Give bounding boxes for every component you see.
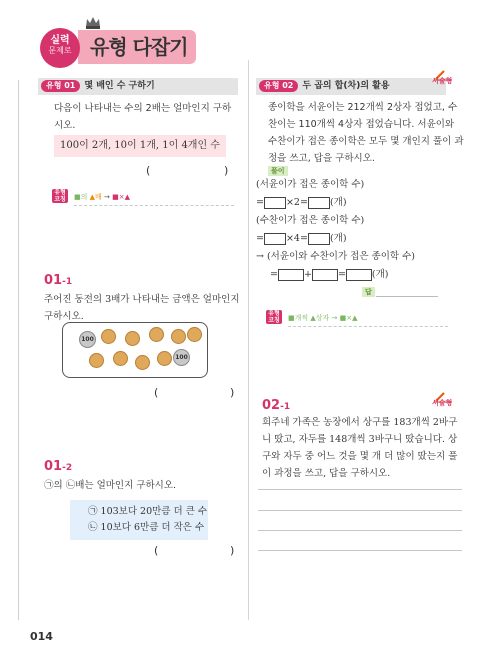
hint-coaching-icon <box>52 189 68 203</box>
hint1-part-d: ■×▲ <box>112 193 130 201</box>
type01-answer-open: ( <box>146 164 151 177</box>
sol-line3: (수찬이가 접은 종이학 수) <box>256 215 365 226</box>
hint-coaching-icon <box>266 310 282 324</box>
type02-seosul-label: 서술형 <box>432 77 453 85</box>
sol-unit: (개) <box>329 233 347 244</box>
column-divider <box>248 60 249 620</box>
blank-box[interactable] <box>312 269 338 281</box>
sol-eq: = <box>256 197 264 208</box>
hint-icon-line1: 유형 <box>54 189 66 196</box>
q01-1-number <box>44 273 72 288</box>
type01-condition-box: 100이 2개, 10이 1개, 1이 4개인 수 <box>54 135 226 157</box>
hint-icon-line2: 코칭 <box>54 196 66 203</box>
sol-line5: → (서윤이와 수찬이가 접은 종이학 수) <box>256 251 415 262</box>
q01-2-sub: -2 <box>62 463 73 473</box>
coin-10 <box>157 351 172 366</box>
sol-line4 <box>256 230 466 248</box>
type01-answer-close: ) <box>224 164 229 177</box>
coin-10 <box>101 329 116 344</box>
coin-10 <box>113 351 128 366</box>
answer-label: 답 <box>362 287 375 297</box>
hint1-arrow: → <box>104 193 110 201</box>
writing-line[interactable] <box>258 530 462 531</box>
blank-box[interactable] <box>308 233 330 245</box>
sol-line2 <box>256 194 466 212</box>
q01-1-num: 01 <box>44 273 63 288</box>
blank-box[interactable] <box>264 233 286 245</box>
crown-icon <box>85 14 101 28</box>
left-margin-rule <box>18 80 19 620</box>
q01-2-answer-open: ( <box>154 544 159 557</box>
sol-unit: (개) <box>329 197 347 208</box>
q01-2-condition-box <box>70 500 208 540</box>
coin-10 <box>171 329 186 344</box>
type01-tag: 유형 01 <box>41 80 80 92</box>
q01-1-text: 주어진 동전의 3배가 나타내는 금액은 얼마인지 구하시오. <box>44 294 240 322</box>
sol-eq: = <box>270 269 278 280</box>
q01-2-item2: ㉡ 10보다 6만큼 더 작은 수 <box>88 522 205 533</box>
page-title: 유형 다잡기 <box>90 35 188 59</box>
q02-1-sub: -1 <box>280 402 291 412</box>
hint2-dashed-line <box>288 326 448 327</box>
solution-work <box>256 176 466 284</box>
blank-box[interactable] <box>278 269 304 281</box>
q01-2-number <box>44 459 72 474</box>
sol-times: ×2= <box>285 197 308 208</box>
page-number: 014 <box>30 630 53 643</box>
badge-line1: 실력 <box>50 35 70 46</box>
type01-title: 몇 배인 수 구하기 <box>84 81 155 91</box>
solution-label: 풀이 <box>268 166 288 176</box>
q01-2-item1: ㉠ 103보다 20만큼 더 큰 수 <box>88 506 208 517</box>
hint1-part-a: ■의 <box>74 193 88 201</box>
hint1-dashed-line <box>74 205 234 206</box>
q02-1-seosul-label: 서술형 <box>432 399 453 407</box>
sol-eq2: = <box>337 269 346 280</box>
q01-2-num: 01 <box>44 459 63 474</box>
sol-plus: + <box>303 269 312 280</box>
blank-box[interactable] <box>308 197 330 209</box>
type02-tag: 유형 02 <box>259 80 298 92</box>
header-badge <box>40 28 80 68</box>
hint-icon-line1: 유형 <box>268 310 280 317</box>
q02-1-text: 희주네 가족은 농장에서 상구를 183개씩 2바구니 땄고, 자두를 148개씩 3바구니 땄습니다. 상구와 자두 중 어느 것을 몇 개 더 많이 땄는지 풀이 과정을 쓰고, 답을 구하시오. <box>262 417 458 479</box>
badge-line2: 문제로 <box>48 46 72 55</box>
hint2-text: ■개씩 ▲상자 → ■×▲ <box>288 314 358 322</box>
writing-line[interactable] <box>258 550 462 551</box>
coins-picture <box>62 322 208 378</box>
q01-1-sub: -1 <box>62 277 73 287</box>
coin-10 <box>89 353 104 368</box>
sol-eq: = <box>256 233 264 244</box>
writing-line[interactable] <box>258 510 462 511</box>
type02-title: 두 곱의 합(차)의 활용 <box>302 81 390 91</box>
hint1-part-b: ▲배 <box>89 193 102 201</box>
coin-10 <box>125 331 140 346</box>
type01-question: 다음이 나타내는 수의 2배는 얼마인지 구하시오. <box>54 103 232 131</box>
q01-1-answer-open: ( <box>154 386 159 399</box>
sol-unit: (개) <box>371 269 389 280</box>
type02-question: 종이학을 서윤이는 212개씩 2상자 접었고, 수찬이는 110개씩 4상자 접었습니다. 서윤이와 수찬이가 접은 종이학은 모두 몇 개인지 풀이 과정을 쓰고, 답을 구하시오. <box>268 102 464 164</box>
q01-2-text: ㉠의 ㉡배는 얼마인지 구하시오. <box>44 480 177 491</box>
type01-header <box>38 78 238 95</box>
sol-times: ×4= <box>285 233 308 244</box>
answer-line[interactable] <box>376 296 438 297</box>
sol-line1: (서윤이가 접은 종이학 수) <box>256 179 365 190</box>
hint1-text <box>74 192 130 202</box>
coin-10 <box>187 327 202 342</box>
blank-box[interactable] <box>346 269 372 281</box>
q01-1-answer-close: ) <box>230 386 235 399</box>
hint-icon-line2: 코칭 <box>268 317 280 324</box>
writing-line[interactable] <box>258 489 462 490</box>
coin-10 <box>149 327 164 342</box>
coin-10 <box>135 355 150 370</box>
q01-2-answer-close: ) <box>230 544 235 557</box>
coin-100: 100 <box>173 349 190 366</box>
q02-1-number <box>262 398 290 413</box>
blank-box[interactable] <box>264 197 286 209</box>
q02-1-num: 02 <box>262 398 281 413</box>
coin-100: 100 <box>79 331 96 348</box>
sol-line6 <box>256 266 466 284</box>
type02-header <box>256 78 446 95</box>
